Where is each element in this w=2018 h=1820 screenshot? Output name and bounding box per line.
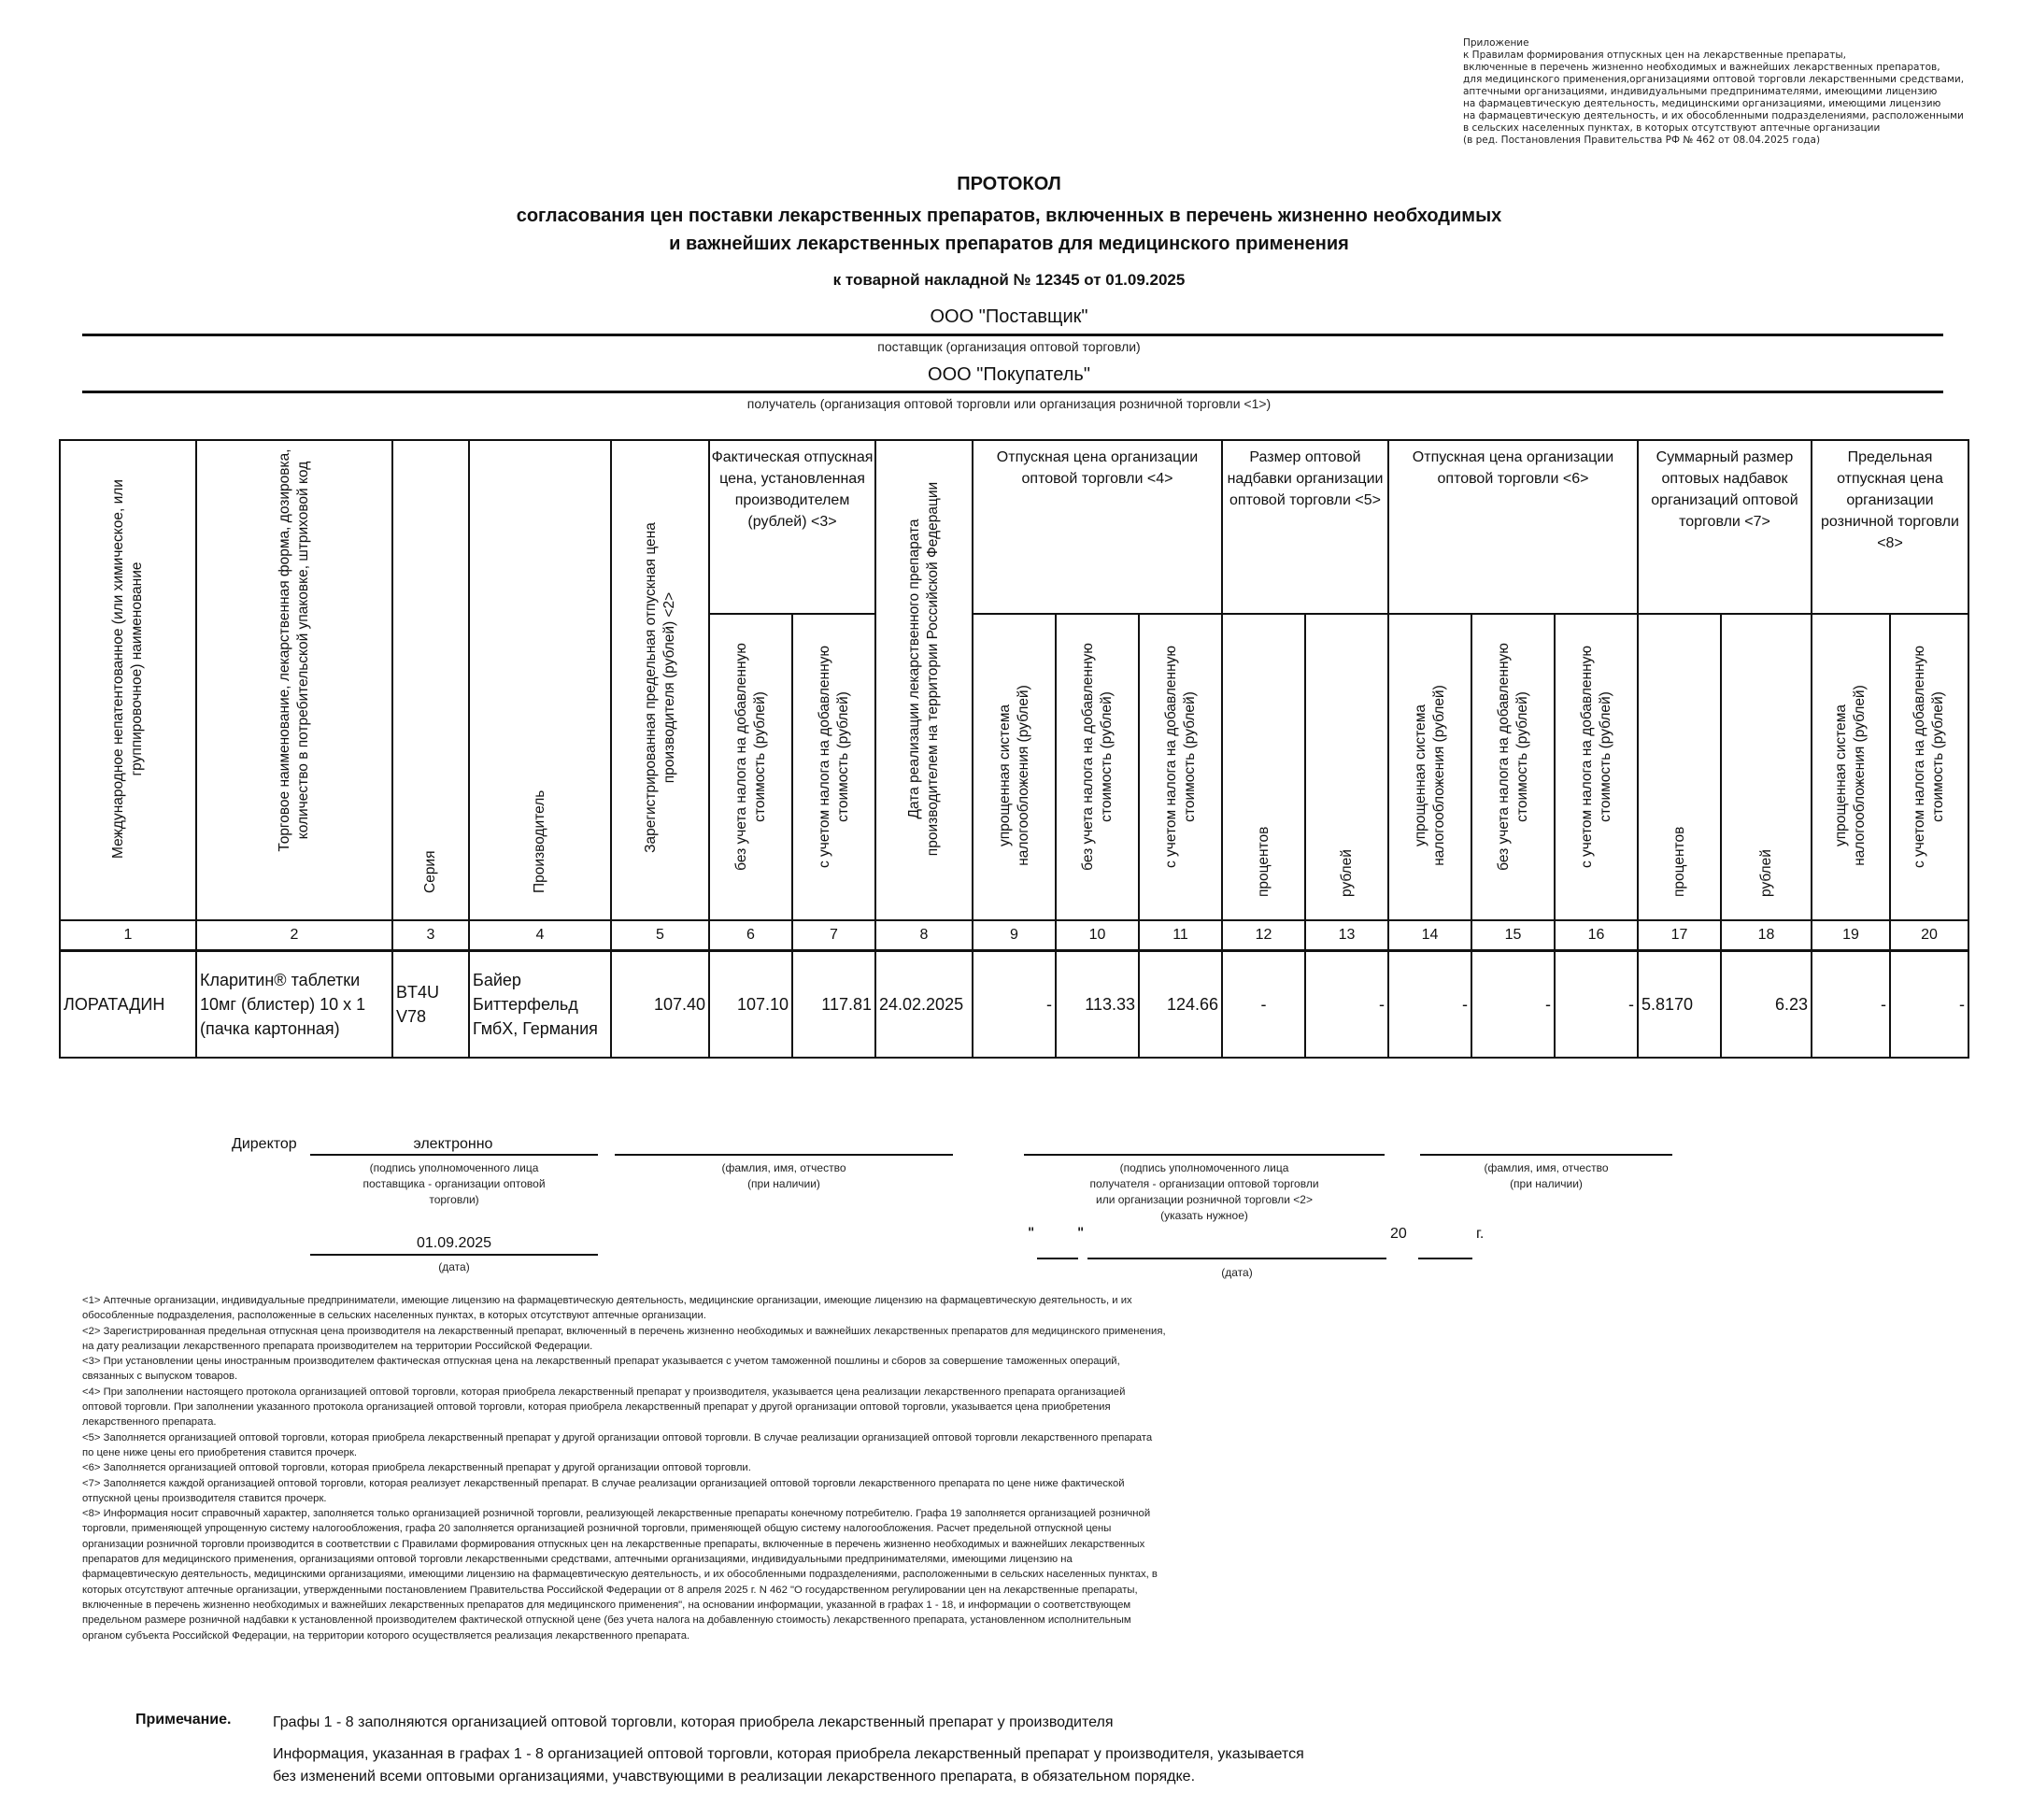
cell-19: - — [1812, 951, 1890, 1059]
group-total-markup-7: Суммарный размер оптовых надбавок организаций оптовой торговли <7> — [1638, 440, 1812, 614]
year-line[interactable] — [1418, 1258, 1472, 1259]
col-header-17: процентов — [1638, 614, 1721, 920]
year-suffix: г. — [1476, 1226, 1485, 1242]
recipient-signature-caption: (подпись уполномоченного лица получателя - организации оптовой торговли или организации розничной торговли <2> (указать нужное) — [1089, 1161, 1319, 1222]
footnote-8: <8> Информация носит справочный характер, заполняется только организацией розничной торговли, реализующей лекарственные препараты конечному потребителю. Графа 19 заполняется организацией розничной торговли, применяющей упрощенную систему налогообложения, графа 20 заполняется организацией розничной торговли, применяющей общую систему налогообложения. Расчет предельной отпускной цены организации розничной торговли производится в соответствии с Правилами формирования отпускных цен на лекарственные препараты, включенные в перечень жизненно необходимых и важнейших лекарственных препаратов для медицинского применения, организациями оптовой торговли лекарственными средствами, аптечными организациями, индивидуальными предпринимателями, имеющими лицензию на фармацевтическую деятельность, медицинскими организациями, имеющими лицензию на фармацевтическую деятельность, и их обособленными подразделениями, расположенными в сельских населенных пунктах, в которых отсутствуют аптечные организации, утвержденными постановлением Правительства Российской Федерации от 8 апреля 2025 г. N 462 "О государственном регулировании цен на лекарственные препараты, включенные в перечень жизненно необходимых и важнейших лекарственных препаратов для медицинского применения", на основании информации, указанной в графах 1 - 18, и информации о соответствующем предельном размере розничной надбавки к установленной производителем фактической отпускной цене (без учета налога на добавленную стоимость) лекарственного препарата, установленном исполнительным органом субъекта Российской Федерации, на территории которого осуществляется реализация лекарственного препарата. — [82, 1508, 1158, 1642]
date-quote-open: " — [1028, 1226, 1035, 1241]
footnote-4: <4> При заполнении настоящего протокола организацией оптовой торговли, которая приобрела лекарственный препарат у производителя, указывается цена реализации лекарственного препарата организацией оптовой торговли. При заполнении указанного протокола организацией оптовой торговли, которая приобрела лекарственный препарат у другой организации оптовой торговли, указывается цена приобретения лекарственного препарата. — [82, 1386, 1126, 1429]
header-row-groups — [60, 440, 1968, 614]
subtitle-line-2: и важнейших лекарственных препаратов для медицинского применения — [669, 234, 1349, 254]
col-header-18: рублей — [1721, 614, 1812, 920]
supplier-caption: поставщик (организация оптовой торговли) — [877, 339, 1141, 354]
footnote-2: <2> Зарегистрированная предельная отпускная цена производителя на лекарственный препарат, включенный в перечень жизненно необходимых и важнейших лекарственных препаратов для медицинского применения, на дату реализации лекарственного препарата производителем на территории Российской Федерации. — [82, 1325, 1166, 1352]
col-header-1: Международное непатентованное (или химическое, или группировочное) наименование — [60, 440, 196, 920]
note-line-2: Информация, указанная в графах 1 - 8 организацией оптовой торговли, которая приобрела лекарственный препарат у производителя, указывается — [273, 1746, 1304, 1762]
col-header-6: без учета налога на добавленную стоимость (рублей) — [709, 614, 792, 920]
supplier-name: ООО "Поставщик" — [930, 306, 1088, 327]
cell-20: - — [1890, 951, 1968, 1059]
footnotes — [82, 1293, 1166, 1643]
col-number: 6 — [709, 920, 792, 951]
document-title: ПРОТОКОЛ — [957, 174, 1061, 194]
col-number: 10 — [1056, 920, 1139, 951]
cell-14: - — [1388, 951, 1471, 1059]
col-number: 1 — [60, 920, 196, 951]
supplier-date[interactable]: 01.09.2025 — [416, 1235, 492, 1251]
cell-series: BT4U V78 — [392, 951, 469, 1059]
col-number: 20 — [1890, 920, 1968, 951]
col-header-13: рублей — [1305, 614, 1388, 920]
col-header-15: без учета налога на добавленную стоимость (рублей) — [1471, 614, 1555, 920]
col-number: 12 — [1222, 920, 1305, 951]
cell-12: - — [1222, 951, 1305, 1059]
col-header-10: без учета налога на добавленную стоимость (рублей) — [1056, 614, 1139, 920]
footnote-3: <3> При установлении цены иностранным производителем фактическая отпускная цена на лекарственный препарат указывается с учетом таможенной пошлины и сборов за совершение таможенных операций, связанных с выпуском товаров. — [82, 1356, 1120, 1383]
footnote-1: <1> Аптечные организации, индивидуальные предприниматели, имеющие лицензию на фармацевтическую деятельность, медицинские организации, имеющие лицензию на фармацевтическую деятельность, и их обособленные подразделения, расположенные в сельских населенных пунктах, в которых отсутствуют аптечные организации. — [82, 1295, 1132, 1322]
recipient-name: ООО "Покупатель" — [928, 364, 1090, 385]
invoice-reference: к товарной накладной № 12345 от 01.09.2025 — [832, 271, 1186, 289]
col-number: 16 — [1555, 920, 1638, 951]
recipient-line — [82, 391, 1943, 393]
col-header-2: Торговое наименование, лекарственная форма, дозировка, количество в потребительской упаковке, штриховой код — [196, 440, 392, 920]
table-row — [60, 951, 1968, 1059]
recipient-date-caption: (дата) — [1221, 1266, 1253, 1279]
supplier-date-caption: (дата) — [438, 1260, 470, 1273]
col-header-8: Дата реализации лекарственного препарата производителем на территории Российской Федерации — [875, 440, 973, 920]
col-number: 14 — [1388, 920, 1471, 951]
supplier-date-line — [310, 1254, 598, 1256]
recipient-signature-line[interactable] — [1024, 1154, 1385, 1156]
group-retail-price-8: Предельная отпускная цена организации розничной торговли <8> — [1812, 440, 1968, 614]
col-number: 18 — [1721, 920, 1812, 951]
note-label: Примечание. — [135, 1712, 232, 1728]
recipient-caption: получатель (организация оптовой торговли или организация розничной торговли <1>) — [746, 396, 1272, 411]
cell-10: 113.33 — [1056, 951, 1139, 1059]
col-header-7: с учетом налога на добавленную стоимость (рублей) — [792, 614, 875, 920]
col-header-3: Серия — [392, 440, 469, 920]
cell-11: 124.66 — [1139, 951, 1222, 1059]
cell-inn: ЛОРАТАДИН — [60, 951, 196, 1059]
group-markup-5: Размер оптовой надбавки организации оптовой торговли <5> — [1222, 440, 1388, 614]
col-number: 11 — [1139, 920, 1222, 951]
position-label: Директор — [232, 1136, 297, 1152]
col-number: 9 — [973, 920, 1056, 951]
cell-16: - — [1555, 951, 1638, 1059]
col-number: 19 — [1812, 920, 1890, 951]
col-header-12: процентов — [1222, 614, 1305, 920]
cell-trade-name: Кларитин® таблетки 10мг (блистер) 10 х 1 (пачка картонная) — [196, 951, 392, 1059]
supplier-signature[interactable]: электронно — [413, 1136, 493, 1152]
col-header-20: с учетом налога на добавленную стоимость (рублей) — [1890, 614, 1968, 920]
day-line[interactable] — [1037, 1258, 1078, 1259]
cell-13: - — [1305, 951, 1388, 1059]
group-wholesale-price-6: Отпускная цена организации оптовой торговли <6> — [1388, 440, 1638, 614]
cell-factual-vat: 117.81 — [792, 951, 875, 1059]
footnote-6: <6> Заполняется организацией оптовой торговли, которая приобрела лекарственный препарат у другой организации оптовой торговли. — [82, 1462, 751, 1474]
col-number: 7 — [792, 920, 875, 951]
note-line-1: Графы 1 - 8 заполняются организацией оптовой торговли, которая приобрела лекарственный препарат у производителя — [273, 1714, 1114, 1730]
col-header-19: упрощенная система налогообложения (рублей) — [1812, 614, 1890, 920]
document-subtitle — [0, 202, 2018, 258]
cell-registered-price: 107.40 — [611, 951, 709, 1059]
supplier-signature-caption: (подпись уполномоченного лица поставщика - организации оптовой торговли) — [362, 1161, 546, 1206]
cell-17: 5.8170 — [1638, 951, 1721, 1059]
appendix-note: Приложение к Правилам формирования отпускных цен на лекарственные препараты, включенные в перечень жизненно необходимых и важнейших лекарственных препаратов, для медицинского применения,организациями оптовой торговли лекарственными средствами, аптечными организациями, индивидуальными предпринимателями, имеющими лицензию на фармацевтическую деятельность, медицинскими организациями, имеющими лицензию на фармацевтическую деятельность, и их обособленными подразделениями, расположенными в сельских населенных пунктах, в которых отсутствуют аптечные организации (в ред. Постановления Правительства РФ № 462 от 08.04.2025 года) — [1463, 37, 1965, 146]
recipient-fio-line[interactable] — [1420, 1154, 1672, 1156]
cell-sale-date: 24.02.2025 — [875, 951, 973, 1059]
month-line[interactable] — [1087, 1258, 1386, 1259]
footnote-5: <5> Заполняется организацией оптовой торговли, которая приобрела лекарственный препарат у другой организации оптовой торговли. В случае реализации организацией оптовой торговли лекарственного препарата по цене ниже цены его приобретения ставится прочерк. — [82, 1431, 1153, 1458]
col-header-11: с учетом налога на добавленную стоимость (рублей) — [1139, 614, 1222, 920]
year-prefix: 20 — [1390, 1226, 1407, 1242]
group-factual-price: Фактическая отпускная цена, установленная производителем (рублей) <3> — [709, 440, 875, 614]
col-number: 8 — [875, 920, 973, 951]
group-wholesale-price-4: Отпускная цена организации оптовой торговли <4> — [973, 440, 1222, 614]
col-number: 2 — [196, 920, 392, 951]
col-number: 17 — [1638, 920, 1721, 951]
supplier-line — [82, 334, 1943, 336]
footnote-7: <7> Заполняется каждой организацией оптовой торговли, которая реализует лекарственный препарат. В случае реализации организацией оптовой торговли лекарственного препарата по цене ниже фактической отпускной цены производителя ставится прочерк. — [82, 1477, 1125, 1504]
col-number: 3 — [392, 920, 469, 951]
supplier-signature-line — [310, 1154, 598, 1156]
col-header-9: упрощенная система налогообложения (рублей) — [973, 614, 1056, 920]
col-header-16: с учетом налога на добавленную стоимость (рублей) — [1555, 614, 1638, 920]
note-line-3: без изменений всеми оптовыми организациями, учавствующими в реализации лекарственного препарата, в обязательном порядке. — [273, 1769, 1196, 1784]
date-quote-close: " — [1077, 1226, 1085, 1241]
cell-15: - — [1471, 951, 1555, 1059]
price-protocol-table — [59, 439, 1969, 1059]
cell-9: - — [973, 951, 1056, 1059]
col-header-5: Зарегистрированная предельная отпускная цена производителя (рублей) <2> — [611, 440, 709, 920]
supplier-fio-caption: (фамлия, имя, отчество (при наличии) — [721, 1161, 846, 1190]
cell-manufacturer: Байер Биттерфельд ГмбХ, Германия — [469, 951, 611, 1059]
col-header-4: Производитель — [469, 440, 611, 920]
recipient-fio-caption: (фамлия, имя, отчество (при наличии) — [1484, 1161, 1609, 1190]
col-header-14: упрощенная система налогообложения (рублей) — [1388, 614, 1471, 920]
cell-18: 6.23 — [1721, 951, 1812, 1059]
col-number: 4 — [469, 920, 611, 951]
cell-factual-no-vat: 107.10 — [709, 951, 792, 1059]
supplier-fio-line[interactable] — [615, 1154, 953, 1156]
col-number: 5 — [611, 920, 709, 951]
column-number-row — [60, 920, 1968, 951]
col-number: 15 — [1471, 920, 1555, 951]
col-number: 13 — [1305, 920, 1388, 951]
subtitle-line-1: согласования цен поставки лекарственных препаратов, включенных в перечень жизненно необходимых — [516, 206, 1502, 226]
